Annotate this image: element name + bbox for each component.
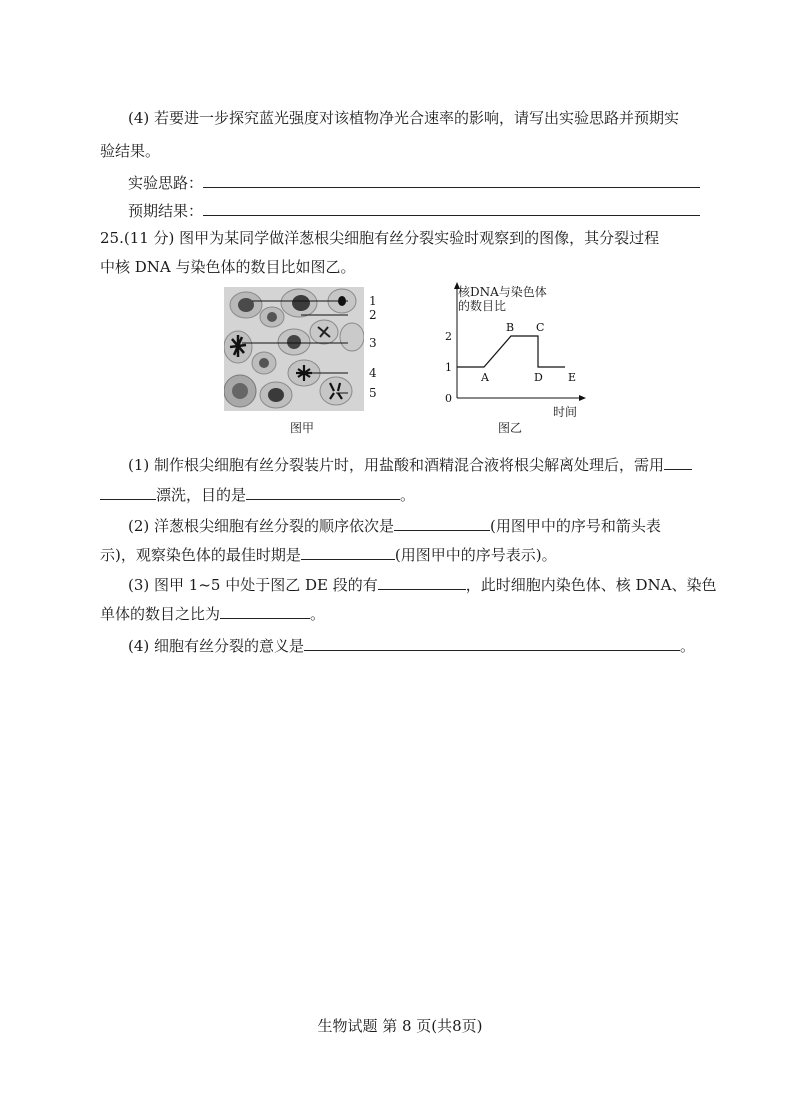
- q25-intro-line1: 25.(11 分) 图甲为某同学做洋葱根尖细胞有丝分裂实验时观察到的图像，其分裂过程: [100, 229, 660, 247]
- q25-p2-text-a: (2) 洋葱根尖细胞有丝分裂的顺序依次是: [128, 517, 395, 535]
- experiment-idea-blank[interactable]: [203, 170, 700, 188]
- q24-part4-line1: (4) 若要进一步探究蓝光强度对该植物净光合速率的影响，请写出实验思路并预期实: [128, 109, 680, 127]
- figure-b-caption: 图乙: [498, 421, 523, 435]
- q25-p3-line2: [100, 601, 325, 624]
- q25-p1-text-a: (1) 制作根尖细胞有丝分裂装片时，用盐酸和酒精混合液将根尖解离处理后，需用: [128, 456, 665, 474]
- figure-a-label-2: 2: [369, 308, 377, 322]
- chart-point-label-B: B: [506, 321, 515, 334]
- q25-p4-blank[interactable]: [304, 633, 680, 651]
- expected-result-label: 预期结果：: [128, 202, 204, 220]
- q25-p3-text-b: ，此时细胞内染色体、核 DNA、染色: [465, 576, 717, 594]
- chart-point-label-C: C: [536, 321, 545, 334]
- q25-p1-blank-1b[interactable]: [100, 482, 156, 500]
- chart-series-line: [457, 336, 565, 367]
- expected-result-blank[interactable]: [203, 198, 700, 216]
- q25-intro-line2: 中核 DNA 与染色体的数目比如图乙。: [100, 258, 356, 276]
- q25-p2-text-b: (用图甲中的序号和箭头表: [490, 517, 661, 535]
- chart-ylabel-line2: 的数目比: [458, 299, 507, 313]
- figure-a-label-3: 3: [369, 336, 377, 350]
- q25-p2-line1: [128, 513, 661, 536]
- figure-a-caption: 图甲: [290, 421, 315, 435]
- chart-ytick-2: 2: [445, 330, 452, 343]
- q25-p3-blank-2[interactable]: [220, 601, 310, 619]
- figure-a-label-5: 5: [369, 386, 377, 400]
- q25-p1-text-b: 漂洗，目的是: [156, 486, 247, 504]
- chart-point-label-E: E: [568, 371, 577, 384]
- q25-p1-line2: [100, 482, 415, 505]
- figure-a-label-4: 4: [369, 366, 377, 380]
- q25-p2-text-c: 示)，观察染色体的最佳时期是: [100, 546, 301, 564]
- q25-p3-text-a: (3) 图甲 1~5 中处于图乙 DE 段的有: [128, 576, 378, 594]
- q25-p4-period: 。: [680, 637, 696, 655]
- experiment-idea-label: 实验思路：: [128, 174, 204, 192]
- chart-ytick-1: 1: [445, 361, 452, 374]
- figure-b-chart: [430, 280, 590, 420]
- q25-p4-line: [128, 633, 695, 656]
- q25-p4-text-a: (4) 细胞有丝分裂的意义是: [128, 637, 305, 655]
- q25-p1-period: 。: [400, 486, 416, 504]
- q25-p1-blank-2[interactable]: [246, 482, 400, 500]
- q25-p3-text-c: 单体的数目之比为: [100, 605, 221, 623]
- q25-p2-text-d: (用图甲中的序号表示)。: [394, 546, 557, 564]
- q25-p3-blank-1[interactable]: [378, 572, 466, 590]
- q25-p2-blank-1[interactable]: [394, 513, 490, 531]
- chart-xlabel: 时间: [553, 405, 578, 419]
- page-footer: 生物试题 第 8 页(共8页): [317, 1017, 483, 1035]
- chart-point-label-D: D: [534, 371, 543, 384]
- chart-point-label-A: A: [481, 371, 489, 384]
- figure-a-micrograph: [224, 287, 364, 411]
- q25-p3-line1: [128, 572, 717, 595]
- experiment-idea-row: [128, 170, 700, 193]
- chart-ytick-0: 0: [445, 392, 452, 405]
- q25-p1-line1: [128, 452, 692, 475]
- q25-p3-period: 。: [310, 605, 326, 623]
- figure-a-label-1: 1: [369, 294, 377, 308]
- q25-p2-blank-2[interactable]: [301, 542, 395, 560]
- q25-p2-line2: [100, 542, 557, 565]
- q25-p1-blank-1a[interactable]: [664, 452, 692, 470]
- expected-result-row: [128, 198, 700, 221]
- q24-part4-line2: 验结果。: [100, 142, 161, 160]
- chart-ylabel-line1: 核DNA与染色体: [458, 285, 547, 299]
